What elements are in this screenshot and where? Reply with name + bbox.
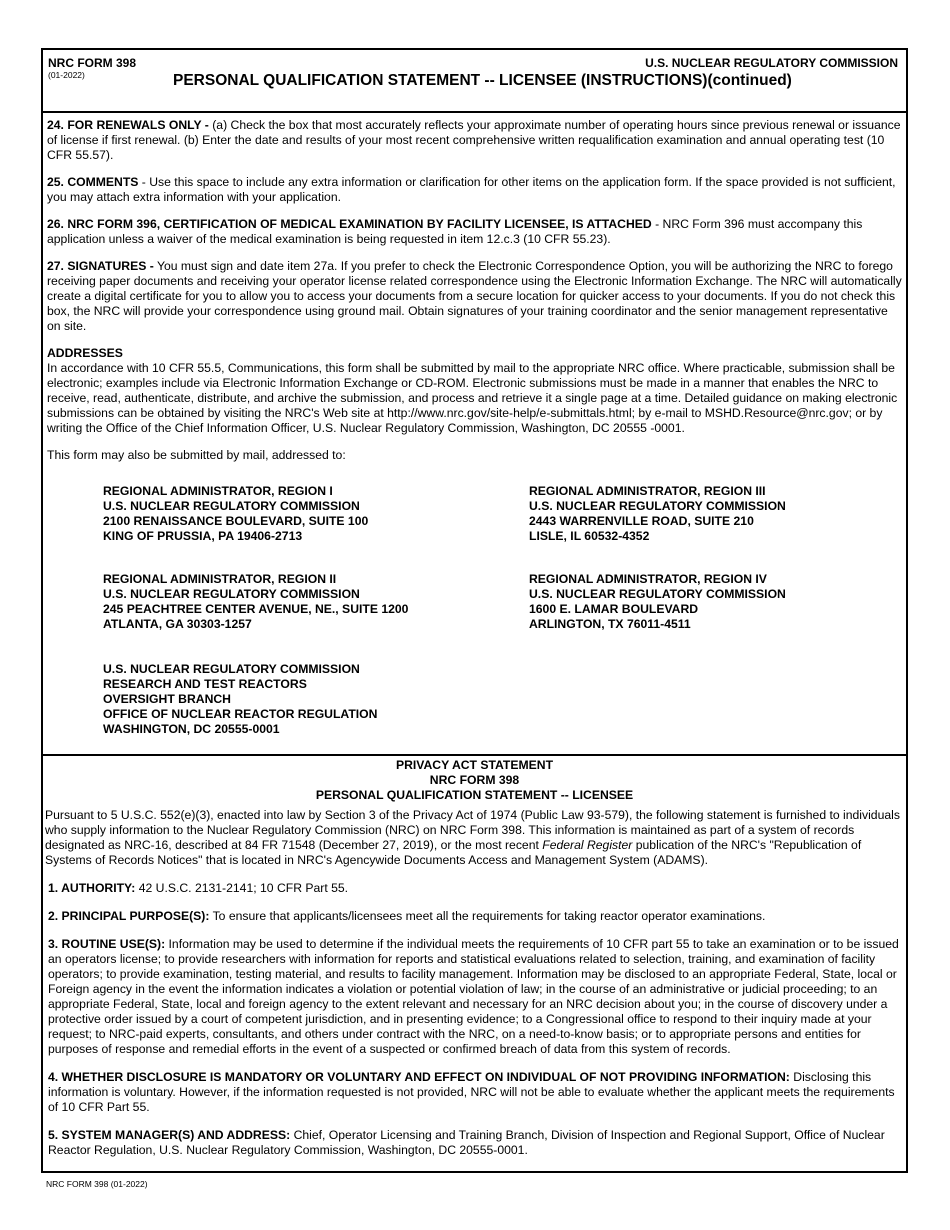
item-27-text: You must sign and date item 27a. If you prefer to check the Electronic Correspondence Option, you will be authorizing the NRC to forego receiving paper documents and receiving your operator license related correspondence using the Electronic Information Exchange. The NRC will automatically create a digital certificate for you to allow you to access your documents from a secure location for quicker access to your documents. If you do not check this box, the NRC will provide your correspondence using ground mail. Obtain signatures of your training coordinator and the senior management representative on site.: [47, 259, 902, 333]
item-24-label: 24. FOR RENEWALS ONLY -: [47, 118, 209, 132]
form-header: [43, 50, 906, 113]
privacy-item-text: 42 U.S.C. 2131-2141; 10 CFR Part 55.: [135, 881, 349, 895]
address-line: REGIONAL ADMINISTRATOR, REGION II: [103, 572, 337, 586]
privacy-item-label: 2. PRINCIPAL PURPOSE(S):: [48, 909, 210, 923]
address-line: U.S. NUCLEAR REGULATORY COMMISSION: [103, 587, 360, 601]
address-line: RESEARCH AND TEST REACTORS: [103, 677, 307, 691]
addresses-text: In accordance with 10 CFR 55.5, Communications, this form shall be submitted by mail to the appropriate NRC office. Where practicable, submission shall be electronic; examples include via Electronic Information Exchange or CD-ROM. Electronic submissions must be made in a manner that enables the NRC to receive, read, authenticate, distribute, and archive the submission, and process and retrieve it a single page at a time. Detailed guidance on making electronic submissions can be obtained by visiting the NRC's Web site at http://www.nrc.gov/site-help/e-submittals.html; by e-mail to MSHD.Resource@nrc.gov; or by writing the Office of the Chief Information Officer, U.S. Nuclear Regulatory Commission, Washington, DC 20555 -0001.: [47, 361, 898, 435]
form-date: (01-2022): [48, 70, 85, 80]
address-line: ARLINGTON, TX 76011-4511: [529, 617, 691, 631]
page-footer: NRC FORM 398 (01-2022): [46, 1179, 148, 1189]
mail-intro: This form may also be submitted by mail, addressed to:: [47, 448, 346, 462]
privacy-item-text: To ensure that applicants/licensees meet all the requirements for taking reactor operator examinations.: [209, 909, 766, 923]
item-27-label: 27. SIGNATURES -: [47, 259, 154, 273]
privacy-item-1: [45, 881, 903, 896]
privacy-item-label: 4. WHETHER DISCLOSURE IS MANDATORY OR VOLUNTARY AND EFFECT ON INDIVIDUAL OF NOT PROVIDING INFORMATION:: [48, 1070, 790, 1084]
address-line: U.S. NUCLEAR REGULATORY COMMISSION: [529, 499, 786, 513]
item-25-label: 25. COMMENTS: [47, 175, 139, 189]
address-line: OFFICE OF NUCLEAR REACTOR REGULATION: [103, 707, 378, 721]
privacy-title: [43, 758, 906, 803]
address-line: 2100 RENAISSANCE BOULEVARD, SUITE 100: [103, 514, 369, 528]
address-line: 2443 WARRENVILLE ROAD, SUITE 210: [529, 514, 754, 528]
item-26: [47, 217, 903, 247]
instructions-section: [47, 118, 903, 475]
address-line: U.S. NUCLEAR REGULATORY COMMISSION: [529, 587, 786, 601]
privacy-item-2: [45, 909, 903, 924]
item-24-text: (a) Check the box that most accurately reflects your approximate number of operating hours since previous renewal or issuance of license if first renewal. (b) Enter the date and results of your most recent comprehensive written requalification examination and annual operating test (10 CFR 55.57).: [47, 118, 901, 162]
address-region-1: [103, 484, 368, 544]
privacy-item-label: 5. SYSTEM MANAGER(S) AND ADDRESS:: [48, 1128, 291, 1142]
federal-register-text: Federal Register: [542, 838, 633, 852]
address-line: ATLANTA, GA 30303-1257: [103, 617, 252, 631]
privacy-item-4: [45, 1070, 903, 1115]
privacy-intro-text: publication of the NRC's "Republication of Systems of Records Notices" that is located in NRC's Agencywide Documents Access and Management System (ADAMS).: [45, 838, 862, 867]
privacy-section: [45, 808, 903, 1171]
agency-name: U.S. NUCLEAR REGULATORY COMMISSION: [645, 56, 898, 70]
address-hq: [103, 662, 377, 737]
address-line: U.S. NUCLEAR REGULATORY COMMISSION: [103, 499, 360, 513]
privacy-item-5: [45, 1128, 903, 1158]
privacy-item-text: Disclosing this information is voluntary. However, if the information requested is not provided, NRC will not be able to evaluate whether the applicant meets the requirements of 10 CFR Part 55.: [48, 1070, 895, 1114]
item-25-text: - Use this space to include any extra information or clarification for other items on the application form. If the space provided is not sufficient, you may attach extra information with your application.: [47, 175, 896, 204]
form-frame: [41, 48, 908, 1173]
address-line: 245 PEACHTREE CENTER AVENUE, NE., SUITE 1200: [103, 602, 409, 616]
address-region-3: [529, 484, 786, 544]
item-27: [47, 259, 903, 334]
address-line: REGIONAL ADMINISTRATOR, REGION I: [103, 484, 333, 498]
address-line: LISLE, IL 60532-4352: [529, 529, 650, 543]
privacy-title-line: PERSONAL QUALIFICATION STATEMENT -- LICENSEE: [315, 788, 634, 802]
address-region-4: [529, 572, 786, 632]
address-line: REGIONAL ADMINISTRATOR, REGION III: [529, 484, 766, 498]
privacy-item-3: [45, 937, 903, 1057]
privacy-item-label: 3. ROUTINE USE(S):: [48, 937, 166, 951]
privacy-item-label: 1. AUTHORITY:: [48, 881, 136, 895]
address-line: 1600 E. LAMAR BOULEVARD: [529, 602, 699, 616]
item-26-label: 26. NRC FORM 396, CERTIFICATION OF MEDICAL EXAMINATION BY FACILITY LICENSEE, IS ATTACHED: [47, 217, 652, 231]
address-line: KING OF PRUSSIA, PA 19406-2713: [103, 529, 303, 543]
privacy-title-line: NRC FORM 398: [429, 773, 520, 787]
address-line: OVERSIGHT BRANCH: [103, 692, 231, 706]
privacy-title-line: PRIVACY ACT STATEMENT: [395, 758, 554, 772]
addresses-heading: ADDRESSES: [47, 346, 123, 360]
privacy-intro-text: Pursuant to 5 U.S.C. 552(e)(3), enacted into law by Section 3 of the Privacy Act of 1974 (Public Law 93-579), the following statement is furnished to individuals who supply information to the Nuclear Regulatory Commission (NRC) on NRC Form 398. This information is maintained as part of a system of records designated as NRC-16, described at 84 FR 71548 (December 27, 2019), or the most recent: [45, 808, 900, 852]
privacy-intro: [45, 808, 903, 868]
item-26-text: - NRC Form 396 must accompany this application unless a waiver of the medical examination is being requested in item 12.c.3 (10 CFR 55.23).: [47, 217, 863, 246]
privacy-item-text: Chief, Operator Licensing and Training Branch, Division of Inspection and Regional Support, Office of Nuclear Reactor Regulation, U.S. Nuclear Regulatory Commission, Washington, DC 20555-0001.: [48, 1128, 885, 1157]
address-line: U.S. NUCLEAR REGULATORY COMMISSION: [103, 662, 360, 676]
form-id: NRC FORM 398: [48, 56, 137, 70]
item-25: [47, 175, 903, 205]
section-divider: [43, 754, 906, 756]
address-line: REGIONAL ADMINISTRATOR, REGION IV: [529, 572, 767, 586]
privacy-item-text: Information may be used to determine if the individual meets the requirements of 10 CFR part 55 to take an examination or to be issued an operators license; to provide researchers with information for reports and statistical evaluations related to selection, training, and examination of facility operators; to provide examination, testing material, and results to facility management. Information may be disclosed to an appropriate Federal, State, local or Foreign agency in the event the information indicates a violation or potential violation of law; in the course of an administrative or judicial proceeding; to an appropriate Federal, State, local and foreign agency to the extent relevant and necessary for an NRC decision about you; in the course of discovery under a protective order issued by a court of competent jurisdiction, and in presenting evidence; to a Congressional office to respond to their inquiry made at your request; to NRC-paid experts, consultants, and others under contract with the NRC, on a need-to-know basis; or to appropriate persons and entities for purposes of response and remedial efforts in the event of a suspected or confirmed breach of data from this system of records.: [48, 937, 899, 1056]
address-region-2: [103, 572, 408, 632]
page-title: PERSONAL QUALIFICATION STATEMENT -- LICENSEE (INSTRUCTIONS)(continued): [173, 72, 792, 89]
address-line: WASHINGTON, DC 20555-0001: [103, 722, 280, 736]
item-24: [47, 118, 903, 163]
